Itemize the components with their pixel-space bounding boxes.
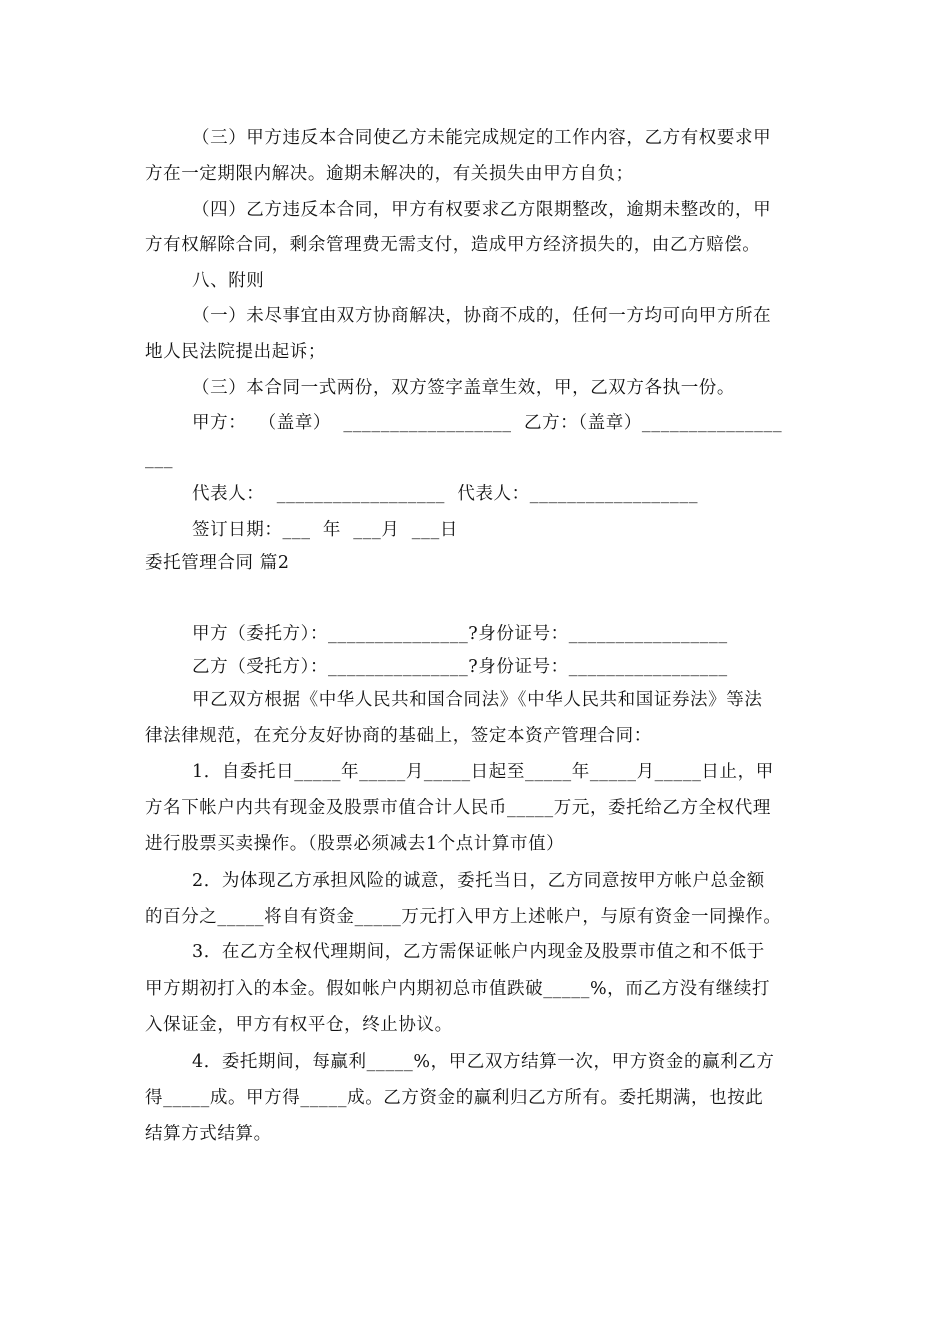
heading-appendix: 八、附则	[192, 271, 265, 291]
paragraph-3-line-2: 方在一定期限内解决。逾期未解决的，有关损失由甲方自负；	[145, 164, 634, 184]
signature-line-continued: ___	[145, 449, 174, 469]
party-a-line: 甲方（委托方）：_______________?身份证号：_________________	[192, 624, 728, 644]
clause-4-line-3: 结算方式结算。	[145, 1124, 272, 1144]
party-b-line: 乙方（受托方）：_______________?身份证号：_________________	[192, 657, 728, 677]
appendix-1-line-1: （一）未尽事宜由双方协商解决，协商不成的，任何一方均可向甲方所在	[192, 306, 772, 326]
paragraph-3-line-1: （三）甲方违反本合同使乙方未能完成规定的工作内容，乙方有权要求甲	[192, 128, 772, 148]
paragraph-4-line-1: （四）乙方违反本合同，甲方有权要求乙方限期整改，逾期未整改的，甲	[192, 200, 772, 220]
intro-line-2: 律法律规范，在充分友好协商的基础上，签定本资产管理合同：	[145, 726, 652, 746]
clause-3-line-3: 入保证金，甲方有权平仓，终止协议。	[145, 1015, 453, 1035]
clause-1-line-3: 进行股票买卖操作。（股票必须减去1个点计算市值）	[145, 834, 565, 854]
clause-3-line-2: 甲方期初打入的本金。假如帐户内期初总市值跌破_____%，而乙方没有继续打	[145, 979, 771, 999]
appendix-1-line-2: 地人民法院提出起诉；	[145, 342, 326, 362]
intro-line-1: 甲乙双方根据《中华人民共和国合同法》《中华人民共和国证券法》等法	[192, 690, 763, 710]
clause-2-line-1: 2．为体现乙方承担风险的诚意，委托当日，乙方同意按甲方帐户总金额	[192, 871, 765, 891]
clause-1-line-1: 1．自委托日_____年_____月_____日起至_____年_____月_____日止，甲	[192, 762, 774, 782]
clause-4-line-2: 得_____成。甲方得_____成。乙方资金的赢利归乙方所有。委托期满，也按此	[145, 1088, 764, 1108]
paragraph-4-line-2: 方有权解除合同，剩余管理费无需支付，造成甲方经济损失的，由乙方赔偿。	[145, 235, 761, 255]
clause-3-line-1: 3．在乙方全权代理期间，乙方需保证帐户内现金及股票市值之和不低于	[192, 942, 765, 962]
clause-1-line-2: 方名下帐户内共有现金及股票市值合计人民币_____万元，委托给乙方全权代理	[145, 798, 771, 818]
clause-2-line-2: 的百分之_____将自有资金_____万元打入甲方上述帐户，与原有资金一同操作。	[145, 907, 782, 927]
appendix-3-line-1: （三）本合同一式两份，双方签字盖章生效，甲，乙双方各执一份。	[192, 378, 735, 398]
signing-date-line: 签订日期：___ 年 ___月 ___日	[192, 520, 458, 540]
representative-line: 代表人： __________________ 代表人：__________________	[192, 484, 699, 504]
section-title: 委托管理合同 篇2	[145, 553, 290, 573]
clause-4-line-1: 4．委托期间，每赢利_____%，甲乙双方结算一次，甲方资金的赢利乙方	[192, 1052, 775, 1072]
signature-line: 甲方： （盖章） __________________ 乙方：（盖章）_______________	[192, 413, 783, 433]
